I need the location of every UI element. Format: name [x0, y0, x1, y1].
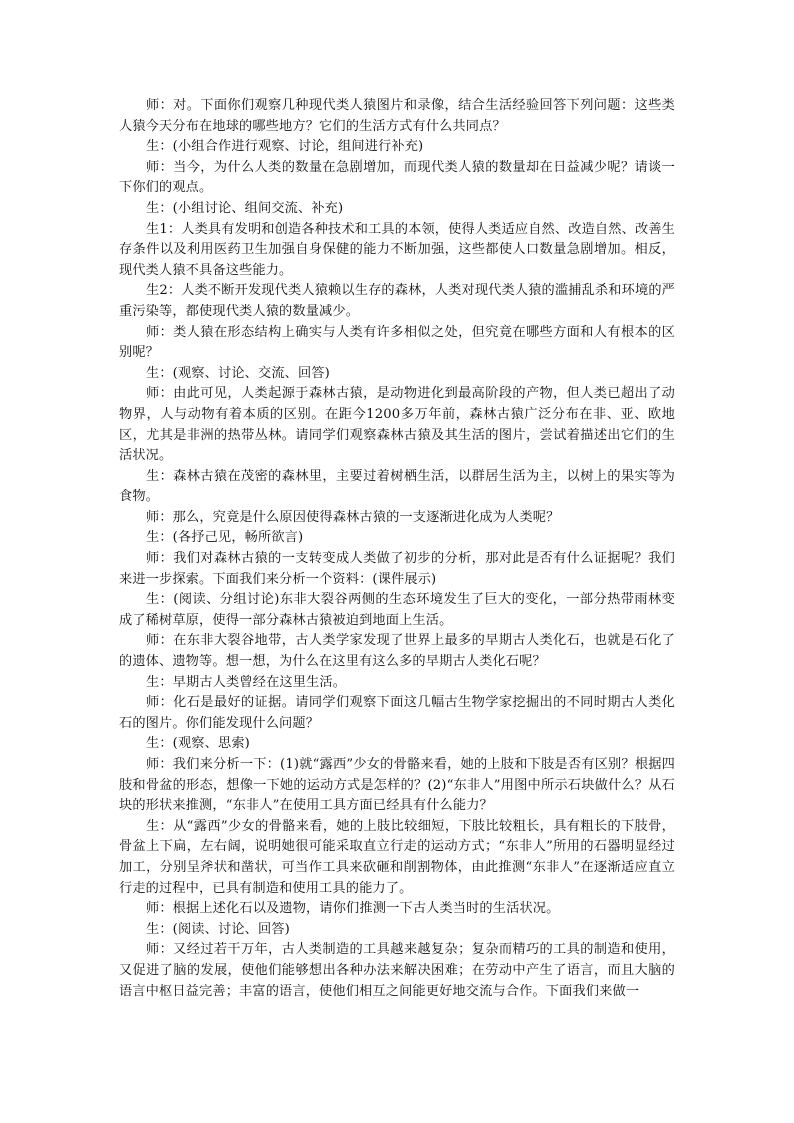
student-free-discussion: 生：(各抒己见，畅所欲言)	[146, 530, 304, 546]
teacher-question-ape-distribution: 师：对。下面你们观察几种现代类人猿图片和录像，结合生活经验回答下列问题：这些类人猿今天分布在地球的哪些地方？它们的生活方式有什么共同点？	[119, 98, 675, 134]
student-1-answer: 生1：人类具有发明和创造各种技术和工具的本领，使得人类适应自然、改造自然、改善生存条件以及利用医药卫生加强自身保健的能力不断加强，这些都使人口数量急剧增加。相反，现代类人猿不具备这些能力。	[119, 221, 675, 278]
teacher-life-inference: 师：根据上述化石以及遗物，请你们推测一下古人类当时的生活状况。	[146, 901, 560, 917]
teacher-tools-language: 师：又经过若干万年，古人类制造的工具越来越复杂；复杂而精巧的工具的制造和使用，又促进了脑的发展，使他们能够想出各种办法来解决困难；在劳动中产生了语言，而且大脑的语言中枢日益完善；丰富的语言，使他们相互之间能更好地交流与合作。下面我们来做一	[119, 942, 675, 999]
student-rift-valley-answer: 生：(阅读、分组讨论)东非大裂谷两侧的生态环境发生了巨大的变化，一部分热带雨林变成了稀树草原，使得一部分森林古猿被迫到地面上生活。	[119, 592, 675, 628]
teacher-fossil-question: 师：在东非大裂谷地带，古人类学家发现了世界上最多的早期古人类化石，也就是石化了的遗体、遗物等。想一想，为什么在这里有这么多的早期古人类化石呢？	[119, 633, 675, 670]
teacher-evidence-material: 师：我们对森林古猿的一支转变成人类做了初步的分析，那对此是否有什么证据呢？我们来进一步探索。下面我们来分析一个资料：(课件展示)	[119, 551, 675, 587]
teacher-question-population: 师：当今，为什么人类的数量在急剧增加，而现代类人猿的数量却在日益减少呢？请谈一下你们的观点。	[119, 159, 675, 196]
teacher-question-differences: 师：类人猿在形态结构上确实与人类有许多相似之处，但究竟在哪些方面和人有根本的区别呢？	[119, 324, 675, 361]
student-group-discussion: 生：(小组讨论、组间交流、补充)	[146, 200, 344, 216]
student-read-discuss: 生：(阅读、讨论、回答)	[146, 921, 290, 937]
student-observe-answer: 生：(观察、讨论、交流、回答)	[146, 365, 330, 381]
student-observe-think: 生：(观察、思索)	[146, 736, 250, 752]
student-forest-ape-life: 生：森林古猿在茂密的森林里，主要过着树栖生活，以群居生活为主，以树上的果实等为食物。	[119, 468, 675, 505]
teacher-question-evolution-cause: 师：那么，究竟是什么原因使得森林古猿的一支逐渐进化成为人类呢？	[146, 509, 560, 525]
teacher-forest-ape-intro: 师：由此可见，人类起源于森林古猿，是动物进化到最高阶段的产物，但人类已超出了动物界，人与动物有着本质的区别。在距今1200多万年前，森林古猿广泛分布在非、亚、欧地区，尤其是非洲的热带丛林。请同学们观察森林古猿及其生活的图片，尝试着描述出它们的生活状况。	[119, 386, 675, 464]
teacher-lucy-analysis: 师：我们来分析一下：(1)就“露西”少女的骨骼来看，她的上肢和下肢是否有区别？根据四肢和骨盆的形态，想像一下她的运动方式是怎样的？(2)“东非人”用图中所示石块做什么？从石块的形状来推测，“东非人”在使用工具方面已经具有什么能力？	[119, 757, 675, 814]
document-body	[119, 96, 675, 1002]
student-lucy-answer: 生：从“露西”少女的骨骼来看，她的上肢比较细短，下肢比较粗长，具有粗长的下肢骨，骨盆上下扁，左右阔，说明她很可能采取直立行走的运动方式；“东非人”所用的石器明显经过加工，分别呈斧状和凿状，可当作工具来砍砸和削割物体，由此推测“东非人”在逐渐适应直立行走的过程中，已具有制造和使用工具的能力了。	[119, 818, 675, 896]
student-fossil-answer: 生：早期古人类曾经在这里生活。	[146, 674, 347, 690]
student-2-answer: 生2：人类不断开发现代类人猿赖以生存的森林，人类对现代类人猿的滥捕乱杀和环境的严重污染等，都使现代类人猿的数量减少。	[119, 283, 675, 319]
teacher-fossil-pictures: 师：化石是最好的证据。请同学们观察下面这几幅古生物学家挖掘出的不同时期古人类化石的图片。你们能发现什么问题？	[119, 695, 675, 731]
student-observe-discuss: 生：(小组合作进行观察、讨论，组间进行补充)	[146, 139, 424, 155]
